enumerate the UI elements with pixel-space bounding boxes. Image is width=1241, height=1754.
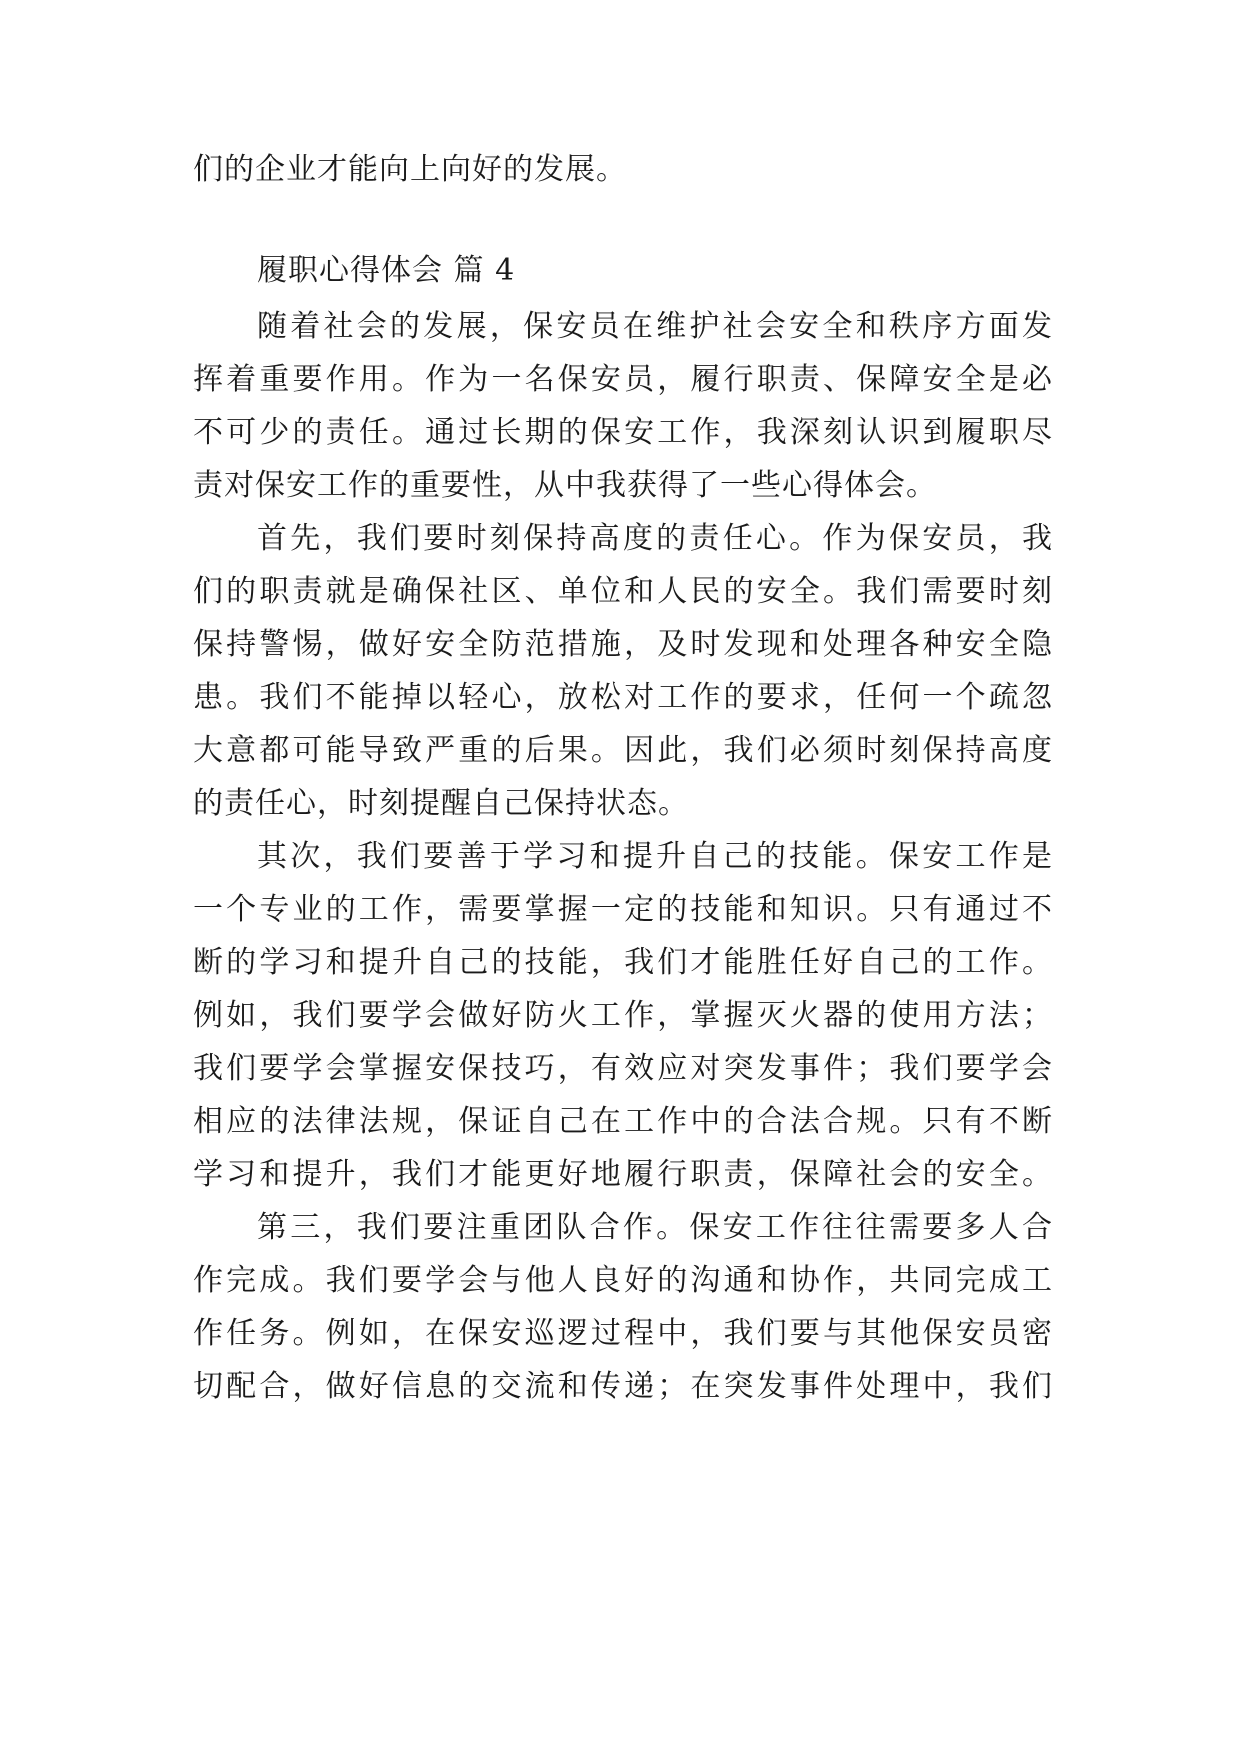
paragraph-line: 首先，我们要时刻保持高度的责任心。作为保安员，我 xyxy=(257,521,1053,556)
paragraph-line: 其次，我们要善于学习和提升自己的技能。保安工作是 xyxy=(257,839,1053,874)
paragraph-line: 我们要学会掌握安保技巧，有效应对突发事件；我们要学会 xyxy=(193,1051,1053,1086)
section-title: 履职心得体会 篇 4 xyxy=(257,253,516,288)
paragraph-line: 相应的法律法规，保证自己在工作中的合法合规。只有不断 xyxy=(193,1104,1053,1139)
paragraph-line: 作完成。我们要学会与他人良好的沟通和协作，共同完成工 xyxy=(193,1263,1053,1298)
paragraph-line: 断的学习和提升自己的技能，我们才能胜任好自己的工作。 xyxy=(193,945,1053,980)
paragraph-line: 随着社会的发展，保安员在维护社会安全和秩序方面发 xyxy=(257,309,1053,344)
paragraph-line: 保持警惕，做好安全防范措施，及时发现和处理各种安全隐 xyxy=(193,627,1053,662)
paragraph-line: 大意都可能导致严重的后果。因此，我们必须时刻保持高度 xyxy=(193,733,1053,768)
paragraph-line: 例如，我们要学会做好防火工作，掌握灭火器的使用方法； xyxy=(193,998,1053,1033)
continuation-line: 们的企业才能向上向好的发展。 xyxy=(193,152,627,187)
paragraph-line: 学习和提升，我们才能更好地履行职责，保障社会的安全。 xyxy=(193,1157,1053,1192)
paragraph-line: 作任务。例如，在保安巡逻过程中，我们要与其他保安员密 xyxy=(193,1316,1053,1351)
paragraph-line: 责对保安工作的重要性，从中我获得了一些心得体会。 xyxy=(193,468,937,503)
paragraph-line: 不可少的责任。通过长期的保安工作，我深刻认识到履职尽 xyxy=(193,415,1053,450)
paragraph-line: 一个专业的工作，需要掌握一定的技能和知识。只有通过不 xyxy=(193,892,1053,927)
paragraph-line: 的责任心，时刻提醒自己保持状态。 xyxy=(193,786,689,821)
paragraph-line: 切配合，做好信息的交流和传递；在突发事件处理中，我们 xyxy=(193,1369,1053,1404)
paragraph-line: 第三，我们要注重团队合作。保安工作往往需要多人合 xyxy=(257,1210,1053,1245)
paragraph-line: 患。我们不能掉以轻心，放松对工作的要求，任何一个疏忽 xyxy=(193,680,1053,715)
paragraph-line: 们的职责就是确保社区、单位和人民的安全。我们需要时刻 xyxy=(193,574,1053,609)
paragraph-line: 挥着重要作用。作为一名保安员，履行职责、保障安全是必 xyxy=(193,362,1053,397)
